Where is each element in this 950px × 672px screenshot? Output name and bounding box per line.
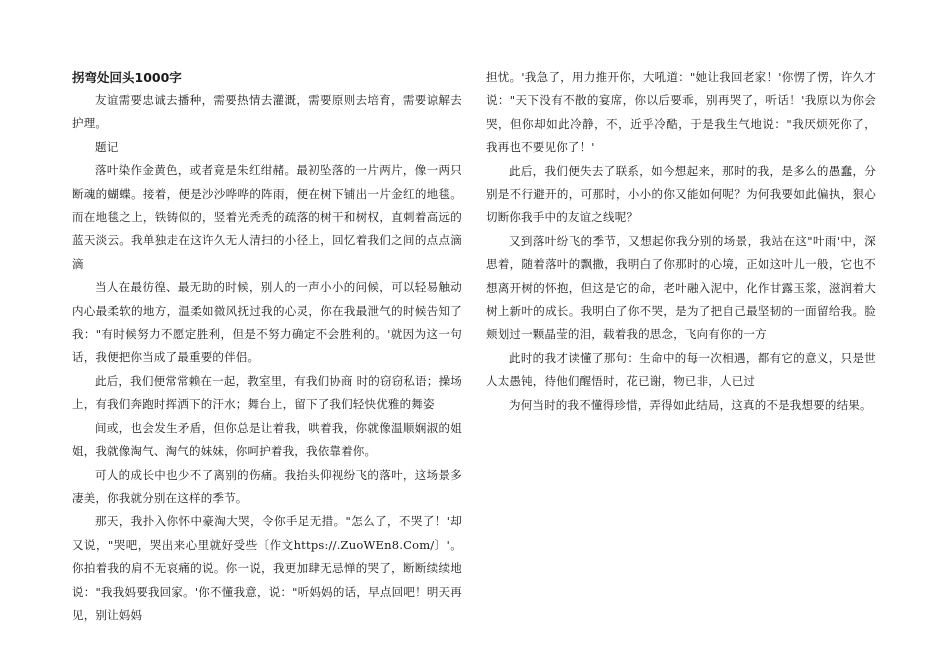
paragraph: 此后，我们便失去了联系，如今想起来，那时的我，是多么的愚蠢，分别是不行避开的，可那时，小小的你又能如何呢？为何我要如此偏执，狠心切断你我手中的友谊之线呢？ — [486, 163, 876, 225]
paragraph: 此后，我们便常常赖在一起，教室里，有我们协商 时的窃窃私语；操场上，有我们奔跑时挥洒下的汗水；舞台上，留下了我们轻快优雅的舞姿 — [72, 373, 462, 412]
paragraph: 可人的成长中也少不了离别的伤痛。我抬头仰视纷飞的落叶，这场景多凄美，你我就分别在这样的季节。 — [72, 467, 462, 505]
epigraph-label: 题记 — [95, 139, 119, 154]
paragraph: 那天，我扑入你怀中豪淘大哭，令你手足无措。"怎么了，不哭了！'却又说，"哭吧，哭出来心里就好受些〔作文https://.ZuoWEn8.Com/〕'。你拍着我的肩不无哀痛的说。你一说，我更加肆无忌惮的哭了，断断续续地说："我我妈要我回家。'你不懂我意，说："听妈妈的话，早点回吧！明天再见，别让妈妈 — [72, 514, 462, 622]
paragraph: 友谊需要忠诚去播种，需要热情去灌溉，需要原则去培育，需要谅解去护理。 — [72, 93, 462, 131]
paragraph: 此时的我才读懂了那句：生命中的每一次相遇，都有它的意义，只是世人太愚钝，待他们醒悟时，花已谢，物已非，人已过 — [486, 350, 876, 389]
paragraph: 又到落叶纷飞的季节，又想起你我分别的场景，我站在这"叶雨'中，深思着，随着落叶的飘撒，我明白了你那时的心境，正如这叶儿一般，它也不想离开树的怀抱，但这是它的命，老叶融入泥中，化作甘露玉浆，滋润着大树上新叶的成长。我明白了你不哭，是为了把自己最坚韧的一面留给我。脸颊划过一颗晶莹的泪，载着我的思念，飞向有你的一方 — [486, 233, 876, 342]
paragraph-continuation: 担忧。'我急了，用力推开你，大吼道："她让我回老家！'你愣了愣，许久才说："天下没有不散的宴席，你以后要乖，别再哭了，听话！'我原以为你会哭，但你却如此冷静，不，近乎冷酷，于是我生气地说："我厌烦死你了，我再也不要见你了！' — [486, 70, 876, 155]
left-column — [72, 66, 462, 627]
paragraph: 为何当时的我不懂得珍惜，弄得如此结局，这真的不是我想要的结果。 — [509, 397, 872, 412]
paragraph: 当人在最彷徨、最无助的时候，别人的一声小小的问候，可以轻易触动内心最柔软的地方，温柔如微风抚过我的心灵，你在我最泄气的时候告知了我："有时候努力不愿定胜利，但是不努力确定不会胜利的。'就因为这一句话，我便把你当成了最重要的伴侣。 — [72, 280, 462, 365]
right-column — [486, 66, 876, 417]
paragraph: 落叶染作金黄色，或者竟是朱红绀赭。最初坠落的一片两片，像一两只断魂的蝴蝶。接着，便是沙沙哗哗的阵雨，便在树下铺出一片金红的地毯。而在地毯之上，铁铸似的，竖着光秃秃的疏落的树干和树权，直刺着高远的蓝天淡云。我单独走在这许久无人清扫的小径上，回忆着我们之间的点点滴滴 — [72, 163, 462, 271]
paragraph: 间或，也会发生矛盾，但你总是让着我，哄着我，你就像温顺娴淑的姐姐，我就像淘气、淘气的妹妹，你呵护着我，我依靠着你。 — [72, 420, 462, 459]
document-title: 拐弯处回头1000字 — [72, 70, 182, 85]
